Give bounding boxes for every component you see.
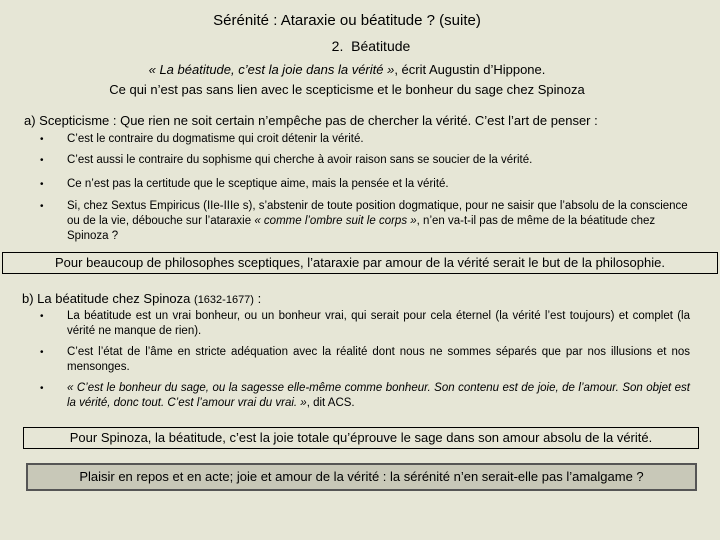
bullet-icon: •: [40, 201, 44, 212]
page-title: Sérénité : Ataraxie ou béatitude ? (suite): [213, 12, 481, 29]
conclusion-box-spinoza: Pour Spinoza, la béatitude, c’est la joie totale qu’éprouve le sage dans son amour absolu de la vérité.: [23, 427, 699, 449]
subtitle-number: 2.: [331, 38, 344, 54]
quote-attribution: , écrit Augustin d’Hippone.: [394, 62, 546, 77]
bullet-icon: •: [40, 134, 44, 145]
bullet-icon: •: [40, 179, 44, 190]
final-question-box: Plaisir en repos et en acte; joie et amour de la vérité : la sérénité n’en serait-elle pas l’amalgame ?: [26, 463, 697, 491]
section-subtitle: [0, 38, 720, 54]
subtitle-text: Béatitude: [351, 38, 411, 54]
list-item: • C’est le contraire du dogmatisme qui croit détenir la vérité.: [40, 133, 364, 145]
list-item: • « C’est le bonheur du sage, ou la sagesse elle-même comme bonheur. Son contenu est de joie, de l’amour. Son objet est la vérité, donc tout. C’est l’amour vrai du vrai. », dit ACS.: [40, 382, 690, 409]
quote-italic: « La béatitude, c’est la joie dans la vérité »: [148, 62, 395, 77]
list-item: • C’est l’état de l’âme en stricte adéquation avec la réalité dont nous ne sommes séparés que par nos illusions et nos mensonges.: [40, 346, 690, 373]
section-b-heading: b) La béatitude chez Spinoza (1632-1677) :: [22, 291, 262, 306]
bullet-icon: •: [40, 311, 44, 322]
bullet-icon: •: [40, 347, 44, 358]
list-item: • La béatitude est un vrai bonheur, ou un bonheur vrai, qui serait pour cela éternel (la vérité l’est toujours) et complet (la vérité ne manque de rien).: [40, 310, 690, 337]
list-item: • C’est aussi le contraire du sophisme qui cherche à avoir raison sans se soucier de la vérité.: [40, 154, 533, 166]
list-item: • Ce n’est pas la certitude que le sceptique aime, mais la pensée et la vérité.: [40, 178, 449, 190]
spinoza-dates: (1632-1677): [194, 294, 254, 306]
section-a-heading: a) Scepticisme : Que rien ne soit certain n’empêche pas de chercher la vérité. C’est l’art de penser :: [24, 113, 598, 128]
bullet-icon: •: [40, 383, 44, 394]
section-b-list: [40, 309, 690, 417]
conclusion-box-scepticism: Pour beaucoup de philosophes sceptiques, l’ataraxie par amour de la vérité serait le but de la philosophie.: [2, 252, 718, 274]
intro-line: Ce qui n’est pas sans lien avec le scepticisme et le bonheur du sage chez Spinoza: [109, 82, 585, 97]
list-item: • Si, chez Sextus Empiricus (IIe-IIIe s), s’abstenir de toute position dogmatique, pour ne saisir que l’absolu de la conscience ou de la vie, débouche sur l’ataraxie « comme l’ombre suit le corps », n’en va-t-il pas de même de la béatitude chez Spinoza ?: [40, 200, 688, 242]
augustine-quote: [0, 62, 694, 77]
bullet-icon: •: [40, 155, 44, 166]
section-a-list: [40, 132, 690, 250]
